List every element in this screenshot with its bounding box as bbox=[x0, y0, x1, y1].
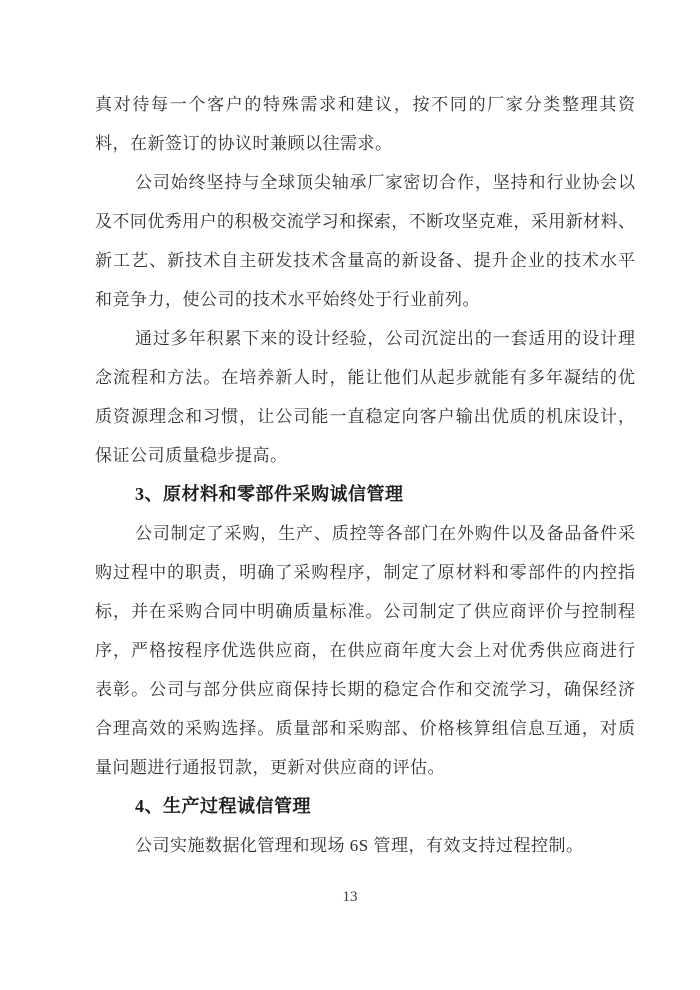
text-line: 念流程和方法。在培养新人时，能让他们从起步就能有多年凝结的优 bbox=[95, 368, 635, 387]
text-line: 表彰。公司与部分供应商保持长期的稳定合作和交流学习，确保经济 bbox=[95, 680, 635, 699]
text-line: 购过程中的职责，明确了采购程序，制定了原材料和零部件的内控指 bbox=[95, 563, 635, 582]
section-heading: 3、原材料和零部件采购诚信管理 bbox=[135, 484, 404, 504]
text-line: 序，严格按程序优选供应商，在供应商年度大会上对优秀供应商进行 bbox=[95, 641, 635, 660]
text-line: 量问题进行通报罚款，更新对供应商的评估。 bbox=[95, 758, 445, 777]
content-area bbox=[95, 85, 635, 865]
text-line: 料，在新签订的协议时兼顾以往需求。 bbox=[95, 134, 393, 153]
text-line: 及不同优秀用户的积极交流学习和探索，不断攻坚克难，采用新材料、 bbox=[95, 212, 635, 231]
text-line: 公司制定了采购，生产、质控等各部门在外购件以及备品备件采 bbox=[135, 524, 635, 543]
text-line: 质资源理念和习惯，让公司能一直稳定向客户输出优质的机床设计， bbox=[95, 407, 635, 426]
text-line: 合理高效的采购选择。质量部和采购部、价格核算组信息互通，对质 bbox=[95, 719, 635, 738]
text-line: 新工艺、新技术自主研发技术含量高的新设备、提升企业的技术水平 bbox=[95, 251, 635, 270]
text-line: 标，并在采购合同中明确质量标准。公司制定了供应商评价与控制程 bbox=[95, 602, 635, 621]
text-line: 公司实施数据化管理和现场 6S 管理，有效支持过程控制。 bbox=[135, 836, 584, 855]
text-line: 公司始终坚持与全球顶尖轴承厂家密切合作，坚持和行业协会以 bbox=[135, 173, 635, 192]
text-line: 通过多年积累下来的设计经验，公司沉淀出的一套适用的设计理 bbox=[135, 329, 635, 348]
text-line: 保证公司质量稳步提高。 bbox=[95, 446, 288, 465]
page-number: 13 bbox=[342, 889, 358, 905]
text-line: 真对待每一个客户的特殊需求和建议，按不同的厂家分类整理其资 bbox=[95, 95, 635, 114]
section-heading: 4、生产过程诚信管理 bbox=[135, 796, 311, 816]
text-line: 和竞争力，使公司的技术水平始终处于行业前列。 bbox=[95, 290, 480, 309]
